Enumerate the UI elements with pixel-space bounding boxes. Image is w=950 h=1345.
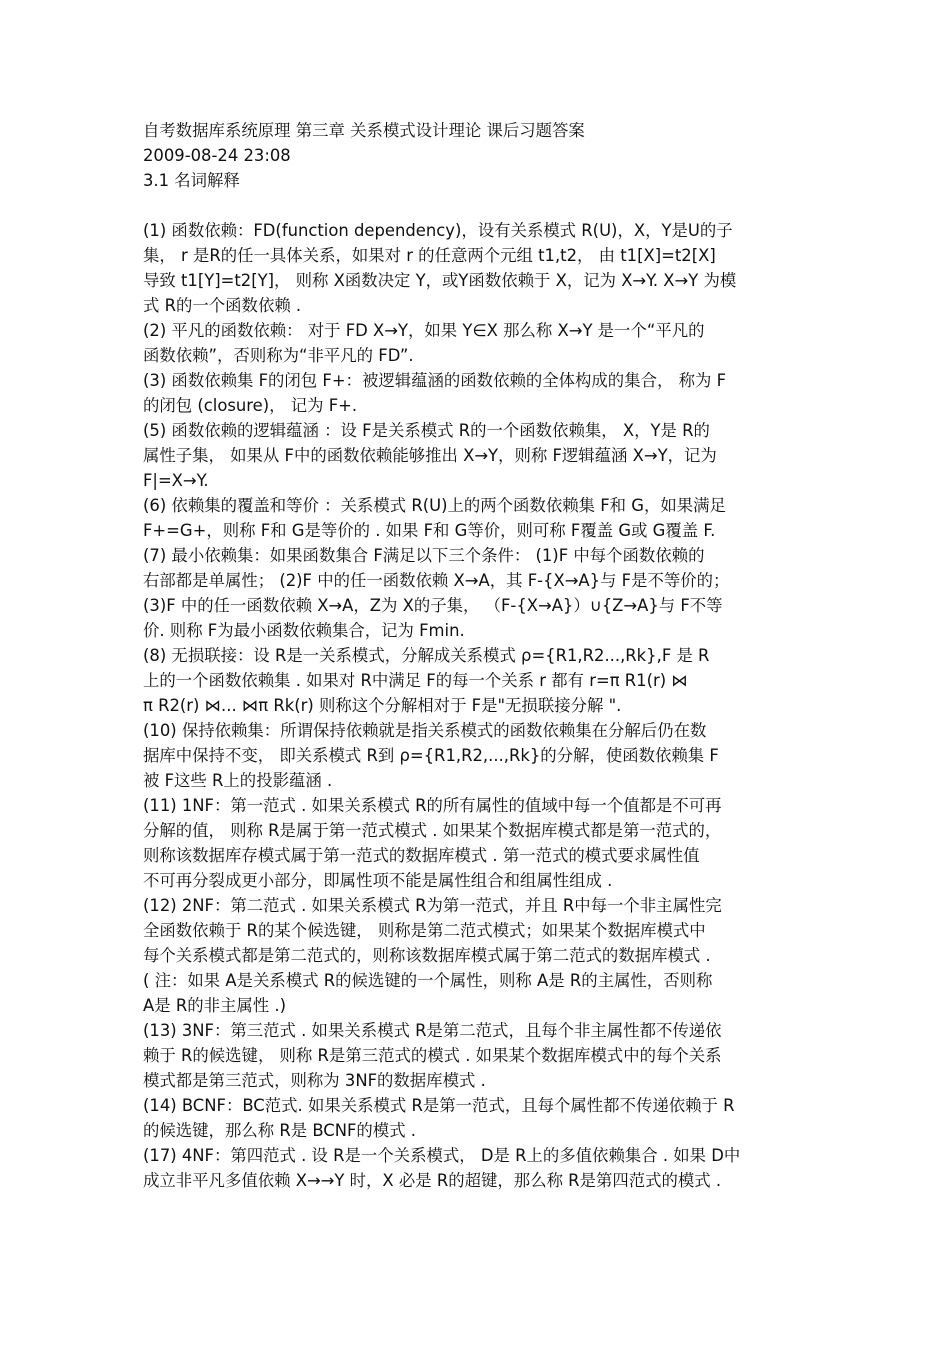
text-line: 价. 则称 F为最小函数依赖集合，记为 Fmin. xyxy=(143,621,465,640)
text-line: (2) 平凡的函数依赖： 对于 FD X→Y，如果 Y∈X 那么称 X→Y 是一个“平凡的 xyxy=(143,321,705,340)
text-line: 全函数依赖于 R的某个候选键， 则称是第二范式模式；如果某个数据库模式中 xyxy=(143,921,706,940)
text-line: 分解的值， 则称 R是属于第一范式模式 . 如果某个数据库模式都是第一范式的， xyxy=(143,821,722,840)
text-line: ( 注：如果 A是关系模式 R的候选键的一个属性，则称 A是 R的主属性，否则称 xyxy=(143,971,713,990)
text-line: (12) 2NF：第二范式 . 如果关系模式 R为第一范式，并且 R中每一个非主属性完 xyxy=(143,896,722,915)
definitions-list xyxy=(143,218,811,1193)
section-heading: 3.1 名词解释 xyxy=(143,171,240,190)
text-line: (11) 1NF：第一范式 . 如果关系模式 R的所有属性的值域中每一个值都是不可再 xyxy=(143,796,722,815)
text-line: (3)F 中的任一函数依赖 X→A，Z为 X的子集， （F-{X→A}）∪{Z→A}与 F不等 xyxy=(143,596,723,615)
text-line: (17) 4NF：第四范式 . 设 R是一个关系模式， D是 R上的多值依赖集合 . 如果 D中 xyxy=(143,1146,741,1165)
text-line: (6) 依赖集的覆盖和等价 ：关系模式 R(U)上的两个函数依赖集 F和 G，如果满足 xyxy=(143,496,726,515)
text-line: (13) 3NF：第三范式 . 如果关系模式 R是第二范式，且每个非主属性都不传递依 xyxy=(143,1021,722,1040)
text-line: 据库中保持不变， 即关系模式 R到 ρ={R1,R2,...,Rk}的分解，使函数依赖集 F xyxy=(143,746,719,765)
document-title: 自考数据库系统原理 第三章 关系模式设计理论 课后习题答案 xyxy=(143,121,585,140)
text-line: 的候选键，那么称 R是 BCNF的模式 . xyxy=(143,1121,417,1140)
text-line: 成立非平凡多值依赖 X→→Y 时，X 必是 R的超键，那么称 R是第四范式的模式 . xyxy=(143,1171,722,1190)
text-line: (1) 函数依赖：FD(function dependency)，设有关系模式 R(U)，X，Y是U的子 xyxy=(143,221,733,240)
text-line: 被 F这些 R上的投影蕴涵 . xyxy=(143,771,333,790)
text-line: (14) BCNF：BC范式. 如果关系模式 R是第一范式，且每个属性都不传递依赖于 R xyxy=(143,1096,735,1115)
text-line: (8) 无损联接：设 R是一关系模式，分解成关系模式 ρ={R1,R2...,Rk},F 是 R xyxy=(143,646,710,665)
text-line: 右部都是单属性； (2)F 中的任一函数依赖 X→A，其 F-{X→A}与 F是不等价的； xyxy=(143,571,730,590)
text-line: 赖于 R的候选键， 则称 R是第三范式的模式 . 如果某个数据库模式中的每个关系 xyxy=(143,1046,722,1065)
text-line: 不可再分裂成更小部分，即属性项不能是属性组合和组属性组成 . xyxy=(143,871,613,890)
text-line: π R2(r) ⋈... ⋈π Rk(r) 则称这个分解相对于 F是"无损联接分解 ". xyxy=(143,696,622,715)
text-line: 式 R的一个函数依赖 . xyxy=(143,296,302,315)
text-line: F|=X→Y. xyxy=(143,471,209,490)
text-line: (3) 函数依赖集 F的闭包 F+：被逻辑蕴涵的函数依赖的全体构成的集合， 称为 F xyxy=(143,371,727,390)
text-line: (7) 最小依赖集：如果函数集合 F满足以下三个条件： (1)F 中每个函数依赖的 xyxy=(143,546,705,565)
text-line: 的闭包 (closure)， 记为 F+. xyxy=(143,396,358,415)
text-line: A是 R的非主属性 .) xyxy=(143,996,286,1015)
text-line: 集， r 是R的任一具体关系，如果对 r 的任意两个元组 t1,t2， 由 t1[X]=t2[X] xyxy=(143,246,716,265)
text-line: 导致 t1[Y]=t2[Y]， 则称 X函数决定 Y，或Y函数依赖于 X，记为 X→Y. X→Y 为模 xyxy=(143,271,737,290)
text-line: 模式都是第三范式，则称为 3NF的数据库模式 . xyxy=(143,1071,486,1090)
document-body xyxy=(143,118,811,1193)
text-line: (10) 保持依赖集：所谓保持依赖就是指关系模式的函数依赖集在分解后仍在数 xyxy=(143,721,707,740)
spacer xyxy=(143,193,811,218)
document-date: 2009-08-24 23:08 xyxy=(143,146,291,165)
text-line: 上的一个函数依赖集 . 如果对 R中满足 F的每一个关系 r 都有 r=π R1(r) ⋈ xyxy=(143,671,688,690)
text-line: 属性子集， 如果从 F中的函数依赖能够推出 X→Y，则称 F逻辑蕴涵 X→Y，记为 xyxy=(143,446,717,465)
text-line: 则称该数据库存模式属于第一范式的数据库模式 . 第一范式的模式要求属性值 xyxy=(143,846,700,865)
text-line: 函数依赖”，否则称为“非平凡的 FD”. xyxy=(143,346,414,365)
text-line: 每个关系模式都是第二范式的，则称该数据库模式属于第二范式的数据库模式 . xyxy=(143,946,711,965)
text-line: F+=G+，则称 F和 G是等价的 . 如果 F和 G等价，则可称 F覆盖 G或 G覆盖 F. xyxy=(143,521,716,540)
text-line: (5) 函数依赖的逻辑蕴涵 ：设 F是关系模式 R的一个函数依赖集， X，Y是 R的 xyxy=(143,421,710,440)
